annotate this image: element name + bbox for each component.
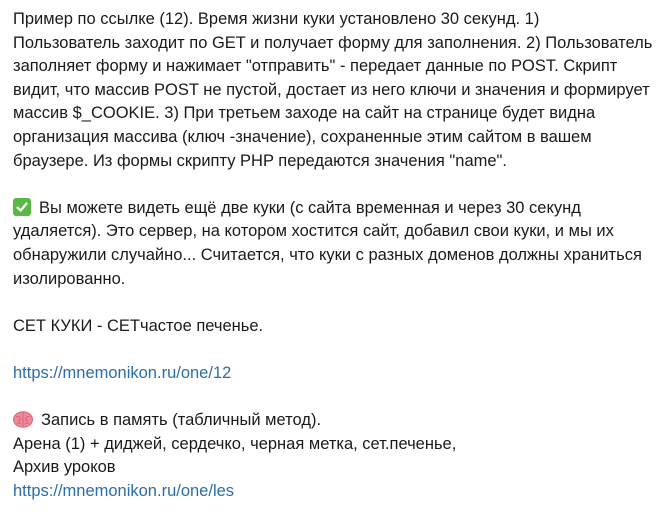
lesson-link[interactable]: https://mnemonikon.ru/one/12 bbox=[13, 363, 232, 382]
brain-icon bbox=[13, 411, 33, 428]
text-line: Архив уроков bbox=[13, 458, 116, 477]
text-line: браузере. Из формы скрипту PHP передаются значения "name". bbox=[13, 151, 508, 170]
text-line: обнаружили случайно... Считается, что куки с разных доменов должны храниться bbox=[13, 245, 642, 264]
paragraph-set-cookie bbox=[13, 315, 653, 339]
text-line: массив $_COOKIE. 3) При третьем заходе на сайт на странице будет видна bbox=[13, 104, 596, 123]
text-line: Пример по ссылке (12). Время жизни куки установлено 30 секунд. 1) bbox=[13, 10, 540, 28]
text-line: изолированно. bbox=[13, 269, 126, 288]
message-text bbox=[13, 8, 653, 503]
text-line: Арена (1) + диджей, сердечко, черная метка, сет.печенье, bbox=[13, 434, 457, 453]
lessons-archive-link[interactable]: https://mnemonikon.ru/one/les bbox=[13, 481, 235, 500]
text-line: СЕТ КУКИ - СЕТчастое печенье. bbox=[13, 316, 264, 335]
text-line: Пользователь заходит по GET и получает форму для заполнения. 2) Пользователь bbox=[13, 33, 653, 52]
text-line: видит, что массив POST не пустой, достает из него ключи и значения и формирует bbox=[13, 80, 650, 99]
paragraph-link-lesson bbox=[13, 362, 653, 386]
paragraph-cookie-example bbox=[13, 8, 653, 173]
text-line: Вы можете видеть ещё две куки (с сайта временная и через 30 секунд bbox=[39, 198, 581, 217]
paragraph-memory bbox=[13, 409, 653, 503]
check-mark-button-icon bbox=[13, 198, 31, 216]
paragraph-two-cookies bbox=[13, 197, 653, 291]
text-line: заполняет форму и нажимает "отправить" - передает данные по POST. Скрипт bbox=[13, 57, 618, 76]
text-line: организация массива (ключ -значение), сохраненные этим сайтом в вашем bbox=[13, 127, 592, 146]
text-line: Запись в память (табличный метод). bbox=[41, 411, 322, 430]
text-line: удаляется). Это сервер, на котором хостится сайт, добавил свои куки, и мы их bbox=[13, 222, 614, 241]
